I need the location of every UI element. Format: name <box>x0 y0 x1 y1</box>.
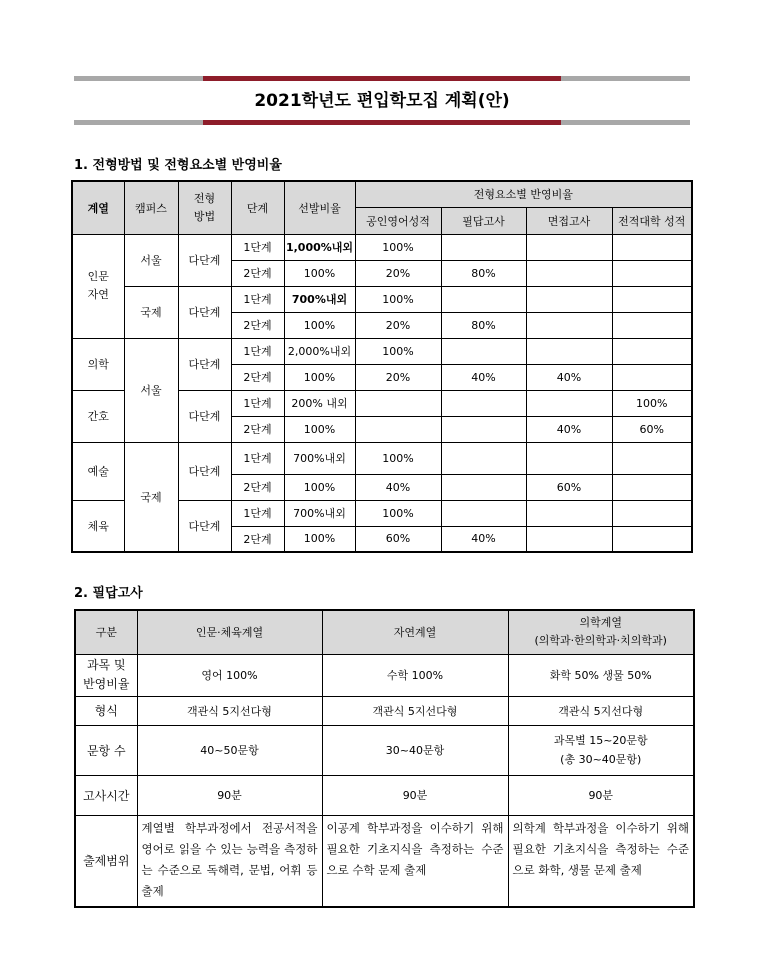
prior-cell <box>612 312 692 338</box>
written-cell <box>441 416 526 442</box>
prior-cell: 100% <box>612 390 692 416</box>
written-cell: 80% <box>441 260 526 286</box>
english-cell <box>355 390 441 416</box>
bottom-rule <box>74 120 690 125</box>
written-cell <box>441 286 526 312</box>
humanities-sports-cell: 계열별 학부과정에서 전공서적을 영어로 읽을 수 있는 능력을 측정하는 수준으로 독해력, 문법, 어휘 등 출제 <box>137 815 322 907</box>
humanities-sports-cell: 90분 <box>137 775 322 815</box>
header-natural: 자연계열 <box>322 610 508 654</box>
method-multi-stage: 다단계 <box>178 442 231 500</box>
english-cell: 60% <box>355 526 441 552</box>
ratio-cell: 100% <box>284 526 355 552</box>
row-label: 형식 <box>75 696 137 725</box>
interview-cell: 40% <box>526 364 612 390</box>
written-cell: 40% <box>441 364 526 390</box>
header-method: 전형 방법 <box>178 181 231 234</box>
campus-seoul: 서울 <box>124 338 178 442</box>
written-exam-table <box>74 609 695 908</box>
row-label: 과목 및 반영비율 <box>75 654 137 696</box>
stage-cell: 1단계 <box>231 286 284 312</box>
written-cell <box>441 338 526 364</box>
campus-global: 국제 <box>124 442 178 552</box>
written-cell <box>441 442 526 474</box>
stage-cell: 2단계 <box>231 526 284 552</box>
prior-cell <box>612 526 692 552</box>
row-label: 출제범위 <box>75 815 137 907</box>
stage-cell: 2단계 <box>231 474 284 500</box>
ratio-cell: 200% 내외 <box>284 390 355 416</box>
header-stage: 단계 <box>231 181 284 234</box>
ratio-cell: 700%내외 <box>284 286 355 312</box>
interview-cell: 60% <box>526 474 612 500</box>
document-title: 2021학년도 편입학모집 계획(안) <box>254 91 510 111</box>
english-cell: 100% <box>355 338 441 364</box>
header-campus: 캠퍼스 <box>124 181 178 234</box>
stage-cell: 1단계 <box>231 234 284 260</box>
interview-cell <box>526 390 612 416</box>
row-label: 고사시간 <box>75 775 137 815</box>
english-cell: 20% <box>355 312 441 338</box>
header-written: 필답고사 <box>441 207 526 234</box>
interview-cell <box>526 286 612 312</box>
written-cell: 40% <box>441 526 526 552</box>
table-row <box>72 338 692 364</box>
english-cell: 100% <box>355 500 441 526</box>
header-category: 구분 <box>75 610 137 654</box>
stage-cell: 2단계 <box>231 260 284 286</box>
stage-cell: 1단계 <box>231 390 284 416</box>
header-prior: 전적대학 성적 <box>612 207 692 234</box>
stage-cell: 2단계 <box>231 312 284 338</box>
interview-cell <box>526 260 612 286</box>
interview-cell: 40% <box>526 416 612 442</box>
prior-cell <box>612 364 692 390</box>
stage-cell: 2단계 <box>231 416 284 442</box>
ratio-cell: 100% <box>284 416 355 442</box>
prior-cell <box>612 500 692 526</box>
prior-cell <box>612 260 692 286</box>
header-humanities-sports: 인문·체육계열 <box>137 610 322 654</box>
header-col-group: 계열 <box>72 181 124 234</box>
ratio-cell: 700%내외 <box>284 442 355 474</box>
selection-ratio-table <box>71 180 693 553</box>
method-multi-stage: 다단계 <box>178 500 231 552</box>
group-nursing: 간호 <box>72 390 124 442</box>
header-interview: 면접고사 <box>526 207 612 234</box>
prior-cell <box>612 338 692 364</box>
top-rule <box>74 76 690 81</box>
humanities-sports-cell: 40~50문항 <box>137 725 322 775</box>
interview-cell <box>526 234 612 260</box>
humanities-sports-cell: 영어 100% <box>137 654 322 696</box>
natural-cell: 객관식 5지선다형 <box>322 696 508 725</box>
medical-cell: 과목별 15~20문항 (총 30~40문항) <box>508 725 694 775</box>
table-row <box>72 442 692 474</box>
group-humanities-natural: 인문 자연 <box>72 234 124 338</box>
method-multi-stage: 다단계 <box>178 390 231 442</box>
stage-cell: 2단계 <box>231 364 284 390</box>
medical-cell: 90분 <box>508 775 694 815</box>
group-sports: 체육 <box>72 500 124 552</box>
natural-cell: 90분 <box>322 775 508 815</box>
prior-cell <box>612 474 692 500</box>
group-arts: 예술 <box>72 442 124 500</box>
header-weights-group: 전형요소별 반영비율 <box>355 181 692 207</box>
table-row <box>75 815 694 907</box>
row-label: 문항 수 <box>75 725 137 775</box>
header-ratio: 선발비율 <box>284 181 355 234</box>
interview-cell <box>526 312 612 338</box>
medical-cell: 화학 50% 생물 50% <box>508 654 694 696</box>
interview-cell <box>526 338 612 364</box>
prior-cell <box>612 286 692 312</box>
written-cell <box>441 500 526 526</box>
ratio-cell: 100% <box>284 474 355 500</box>
english-cell: 100% <box>355 234 441 260</box>
english-cell <box>355 416 441 442</box>
ratio-cell: 700%내외 <box>284 500 355 526</box>
table-row <box>75 654 694 696</box>
header-medical: 의학계열 (의학과·한의학과·치의학과) <box>508 610 694 654</box>
natural-cell: 수학 100% <box>322 654 508 696</box>
header-english: 공인영어성적 <box>355 207 441 234</box>
interview-cell <box>526 500 612 526</box>
stage-cell: 1단계 <box>231 442 284 474</box>
group-medicine: 의학 <box>72 338 124 390</box>
medical-cell: 의학계 학부과정을 이수하기 위해 필요한 기초지식을 측정하는 수준으로 화학, 생물 문제 출제 <box>508 815 694 907</box>
medical-cell: 객관식 5지선다형 <box>508 696 694 725</box>
campus-global: 국제 <box>124 286 178 338</box>
stage-cell: 1단계 <box>231 500 284 526</box>
written-cell <box>441 390 526 416</box>
natural-cell: 30~40문항 <box>322 725 508 775</box>
method-multi-stage: 다단계 <box>178 338 231 390</box>
english-cell: 20% <box>355 364 441 390</box>
method-multi-stage: 다단계 <box>178 234 231 286</box>
table-row <box>75 696 694 725</box>
natural-cell: 이공계 학부과정을 이수하기 위해 필요한 기초지식을 측정하는 수준으로 수학 문제 출제 <box>322 815 508 907</box>
interview-cell <box>526 526 612 552</box>
english-cell: 100% <box>355 286 441 312</box>
stage-cell: 1단계 <box>231 338 284 364</box>
english-cell: 40% <box>355 474 441 500</box>
english-cell: 20% <box>355 260 441 286</box>
humanities-sports-cell: 객관식 5지선다형 <box>137 696 322 725</box>
prior-cell <box>612 234 692 260</box>
prior-cell: 60% <box>612 416 692 442</box>
written-cell <box>441 234 526 260</box>
ratio-cell: 1,000%내외 <box>284 234 355 260</box>
written-cell <box>441 474 526 500</box>
ratio-cell: 2,000%내외 <box>284 338 355 364</box>
table-row <box>75 775 694 815</box>
table-row <box>72 234 692 260</box>
section-1-title: 1. 전형방법 및 전형요소별 반영비율 <box>74 158 282 173</box>
ratio-cell: 100% <box>284 312 355 338</box>
table-row <box>75 725 694 775</box>
method-multi-stage: 다단계 <box>178 286 231 338</box>
table-row <box>72 286 692 312</box>
ratio-cell: 100% <box>284 260 355 286</box>
english-cell: 100% <box>355 442 441 474</box>
ratio-cell: 100% <box>284 364 355 390</box>
written-cell: 80% <box>441 312 526 338</box>
campus-seoul: 서울 <box>124 234 178 286</box>
interview-cell <box>526 442 612 474</box>
section-2-title: 2. 필답고사 <box>74 586 143 601</box>
prior-cell <box>612 442 692 474</box>
